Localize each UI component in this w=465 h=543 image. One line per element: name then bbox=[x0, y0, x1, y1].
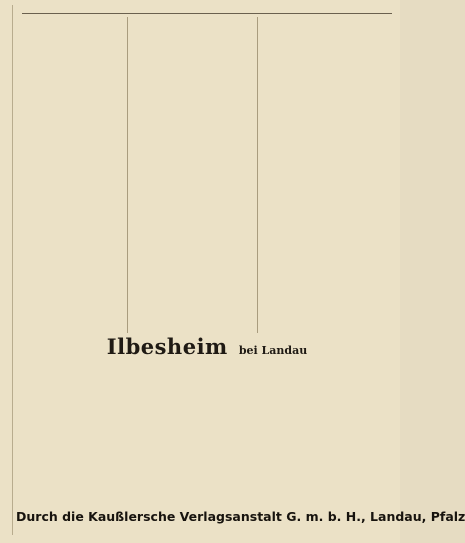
publisher-banner: Durch die Kaußlersche Verlagsanstalt G. m. b. H., Landau, Pfalz bbox=[16, 509, 465, 524]
place-introduction bbox=[22, 362, 392, 424]
column-divider bbox=[127, 17, 128, 333]
residents-column-right bbox=[260, 426, 392, 502]
place-name: Ilbesheim bbox=[106, 334, 228, 359]
directory-column-middle bbox=[130, 17, 254, 333]
column-divider bbox=[257, 17, 258, 333]
directory-column-right bbox=[260, 17, 392, 333]
place-subtitle: bei Landau bbox=[238, 344, 308, 357]
directory-column-left bbox=[22, 17, 124, 333]
header-rule bbox=[22, 13, 392, 14]
residents-column-middle bbox=[130, 426, 254, 502]
place-heading bbox=[22, 334, 392, 360]
residents-column-left bbox=[22, 426, 124, 502]
